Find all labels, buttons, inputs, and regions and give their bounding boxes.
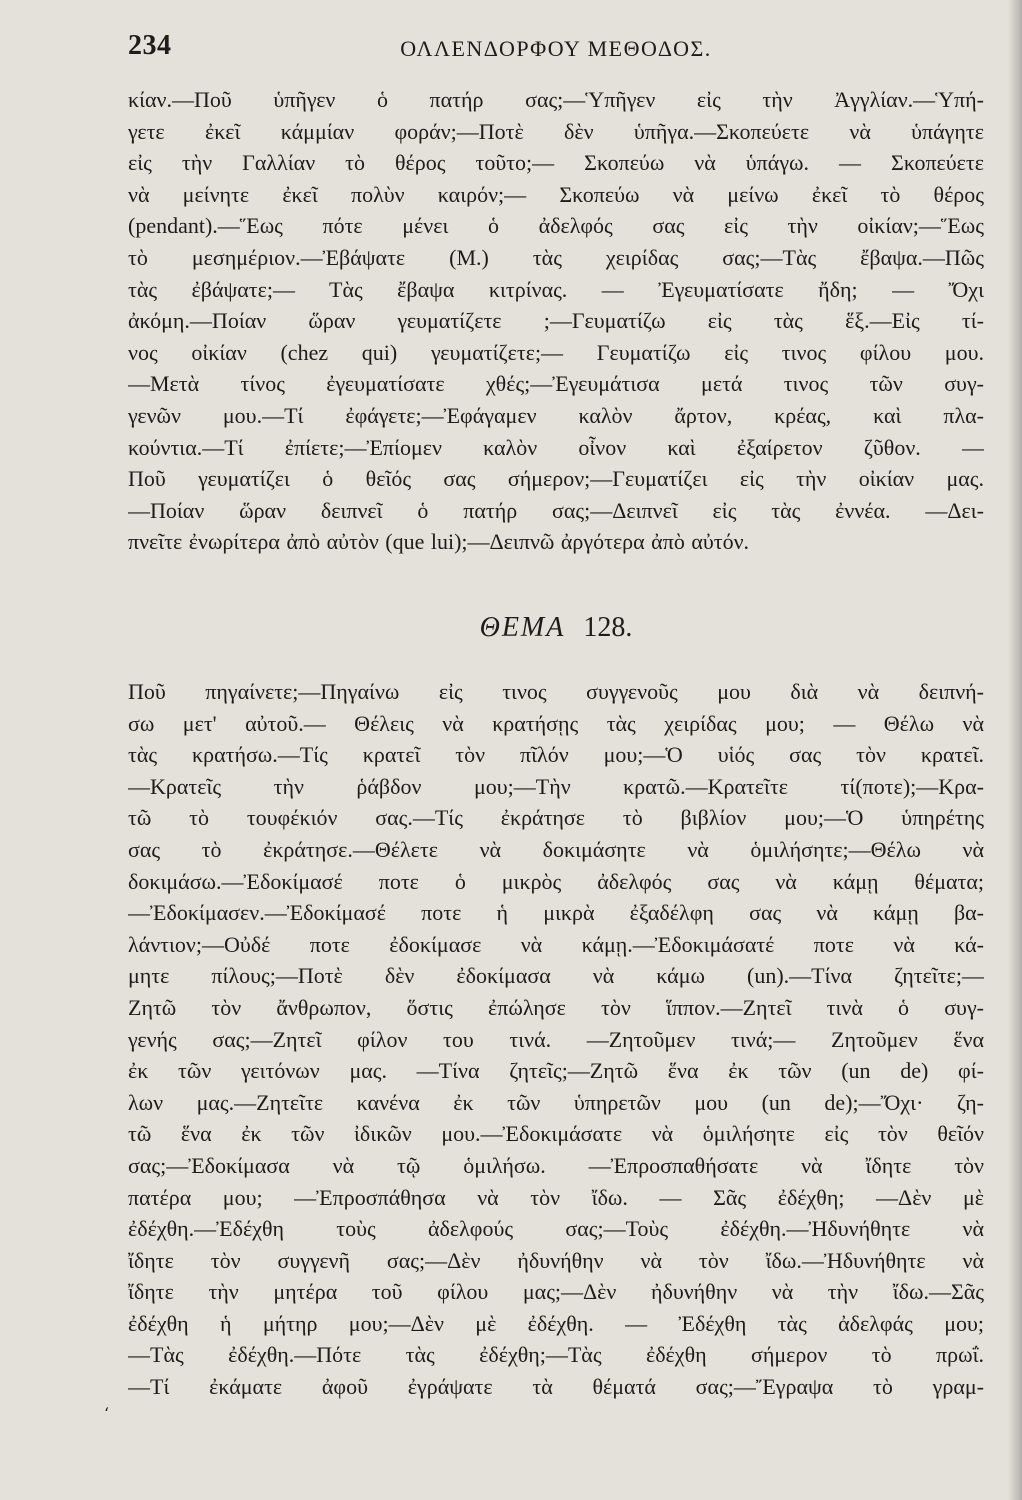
margin-mark: ʻ <box>104 1404 110 1423</box>
text-line: ἐδέχθη ἡ μήτηρ μου;—Δὲν μὲ ἐδέχθη. — Ἐδέχθη τὰς ἀδελφάς μου; <box>128 1310 984 1336</box>
text-line: τὰς κρατήσω.—Τίς κρατεῖ τὸν πῖλόν μου;—Ὁ υἱός σας τὸν κρατεῖ. <box>128 742 984 768</box>
text-line: λάντιον;—Οὐδέ ποτε ἐδοκίμασε νὰ κάμῃ.—Ἐδοκιμάσατέ ποτε νὰ κά- <box>128 931 984 957</box>
text-line: δοκιμάσω.—Ἐδοκίμασέ ποτε ὁ μικρὸς ἀδελφός σας νὰ κάμῃ θέματα; <box>128 868 984 894</box>
text-line: τὰς ἐβάψατε;— Τὰς ἔβαψα κιτρίνας. — Ἐγευματίσατε ἤδη; — Ὄχι <box>128 276 984 302</box>
text-line: —Ποίαν ὥραν δειπνεῖ ὁ πατήρ σας;—Δειπνεῖ εἰς τὰς ἐννέα. —Δει- <box>128 497 984 523</box>
text-line: τὸ μεσημέριον.—Ἐβάψατε (Μ.) τὰς χειρίδας σας;—Τὰς ἔβαψα.—Πῶς <box>128 244 984 270</box>
text-line: γετε ἐκεῖ κάμμίαν φοράν;—Ποτὲ δὲν ὑπῆγα.—Σκοπεύετε νὰ ὑπάγητε <box>128 118 984 144</box>
text-line: —Κρατεῖς τὴν ῥάβδον μου;—Τὴν κρατῶ.—Κρατεῖτε τί(ποτε);—Κρα- <box>128 773 984 799</box>
text-line: ἐδέχθη.—Ἐδέχθη τοὺς ἀδελφούς σας;—Τοὺς ἐδέχθη.—Ἠδυνήθητε νὰ <box>128 1216 984 1242</box>
text-line: σας;—Ἐδοκίμασα νὰ τῷ ὁμιλήσω. —Ἐπροσπαθήσατε νὰ ἴδητε τὸν <box>128 1152 984 1178</box>
page-number: 234 <box>128 30 172 61</box>
text-line: —Τὰς ἐδέχθη.—Πότε τὰς ἐδέχθη;—Τὰς ἐδέχθη σήμερον τὸ πρωΐ. <box>128 1342 984 1368</box>
text-line: ἴδητε τὸν συγγενῆ σας;—Δὲν ἠδυνήθην νὰ τὸν ἴδω.—Ἠδυνήθητε νὰ <box>128 1247 984 1273</box>
text-line: τῶ ἕνα ἐκ τῶν ἰδικῶν μου.—Ἐδοκιμάσατε νὰ ὁμιλήσητε εἰς τὸν θεῖόν <box>128 1121 984 1147</box>
text-line: νος οἰκίαν (chez qui) γευματίζετε;— Γευματίζω εἰς τινος φίλου μου. <box>128 339 984 365</box>
text-line: (pendant).—Ἕως πότε μένει ὁ ἀδελφός σας εἰς τὴν οἰκίαν;—Ἕως <box>128 213 984 239</box>
section-heading <box>128 612 984 644</box>
text-line: ἐκ τῶν γειτόνων μας. —Τίνα ζητεῖς;—Ζητῶ ἕνα ἐκ τῶν (un de) φί- <box>128 1058 984 1084</box>
text-line: τῶ τὸ τουφέκιόν σας.—Τίς ἐκράτησε τὸ βιβλίον μου;—Ὁ ὑπηρέτης <box>128 805 984 831</box>
page-header <box>128 26 984 70</box>
text-line: μητε πίλους;—Ποτὲ δὲν ἐδοκίμασα νὰ κάμω (un).—Τίνα ζητεῖτε;— <box>128 963 984 989</box>
section-number: 128. <box>583 612 633 643</box>
text-line: σω μετ' αὐτοῦ.— Θέλεις νὰ κρατήσῃς τὰς χειρίδας μου; — Θέλω νὰ <box>128 710 984 736</box>
running-title: ΟΛΛΕΝΔΟΡΦΟΥ ΜΕΘΟΔΟΣ. <box>400 36 712 61</box>
text-line: νὰ μείνητε ἐκεῖ πολὺν καιρόν;— Σκοπεύω νὰ μείνω ἐκεῖ τὸ θέρος <box>128 181 984 207</box>
text-line: κούντια.—Τί ἐπίετε;—Ἐπίομεν καλὸν οἶνον καὶ ἐξαίρετον ζῦθον. — <box>128 434 984 460</box>
text-line: Ποῦ πηγαίνετε;—Πηγαίνω εἰς τινος συγγενοῦς μου διὰ νὰ δειπνή- <box>128 679 984 704</box>
exercise-text <box>128 676 984 1403</box>
text-line: πνεῖτε ἐνωρίτερα ἀπὸ αὐτὸν (que lui);—Δειπνῶ ἀργότερα ἀπὸ αὐτόν. <box>128 529 750 555</box>
text-line: κίαν.—Ποῦ ὑπῆγεν ὁ πατήρ σας;—Ὑπῆγεν εἰς τὴν Ἀγγλίαν.—Ὑπή- <box>128 87 984 112</box>
text-line: Ποῦ γευματίζει ὁ θεῖός σας σήμερον;—Γευματίζει εἰς τὴν οἰκίαν μας. <box>128 466 984 492</box>
text-line: γενής σας;—Ζητεῖ φίλον του τινά. —Ζητοῦμεν τινά;— Ζητοῦμεν ἕνα <box>128 1026 984 1052</box>
text-line: ἀκόμη.—Ποίαν ὥραν γευματίζετε ;—Γευματίζω εἰς τὰς ἕξ.—Εἰς τί- <box>128 308 984 334</box>
text-line: Ζητῶ τὸν ἄνθρωπον, ὅστις ἐπώλησε τὸν ἵππον.—Ζητεῖ τινὰ ὁ συγ- <box>128 994 984 1020</box>
text-line: —Τί ἐκάματε ἀφοῦ ἐγράψατε τὰ θέματά σας;—Ἔγραψα τὸ γραμ- <box>128 1374 984 1400</box>
text-line: πατέρα μου; —Ἐπροσπάθησα νὰ τὸν ἴδω. — Σᾶς ἐδέχθη; —Δὲν μὲ <box>128 1184 984 1210</box>
exercise-text-continued <box>128 84 984 558</box>
text-line: ἴδητε τὴν μητέρα τοῦ φίλου μας;—Δὲν ἠδυνήθην νὰ τὴν ἴδω.—Σᾶς <box>128 1279 984 1305</box>
section-label: ΘΕΜΑ <box>479 612 566 643</box>
text-line: λων μας.—Ζητεῖτε κανένα ἐκ τῶν ὑπηρετῶν μου (un de);—Ὄχι· ζη- <box>128 1089 984 1115</box>
text-line: εἰς τὴν Γαλλίαν τὸ θέρος τοῦτο;— Σκοπεύω νὰ ὑπάγω. — Σκοπεύετε <box>128 150 984 176</box>
text-line: —Ἐδοκίμασεν.—Ἐδοκίμασέ ποτε ἡ μικρὰ ἐξαδέλφη σας νὰ κάμῃ βα- <box>128 900 984 926</box>
text-line: σας τὸ ἐκράτησε.—Θέλετε νὰ δοκιμάσητε νὰ ὁμιλήσητε;—Θέλω νὰ <box>128 836 984 862</box>
text-line: γενῶν μου.—Τί ἐφάγετε;—Ἐφάγαμεν καλὸν ἄρτον, κρέας, καὶ πλα- <box>128 402 984 428</box>
text-line: —Μετὰ τίνος ἐγευματίσατε χθές;—Ἐγευμάτισα μετά τινος τῶν συγ- <box>128 371 984 397</box>
